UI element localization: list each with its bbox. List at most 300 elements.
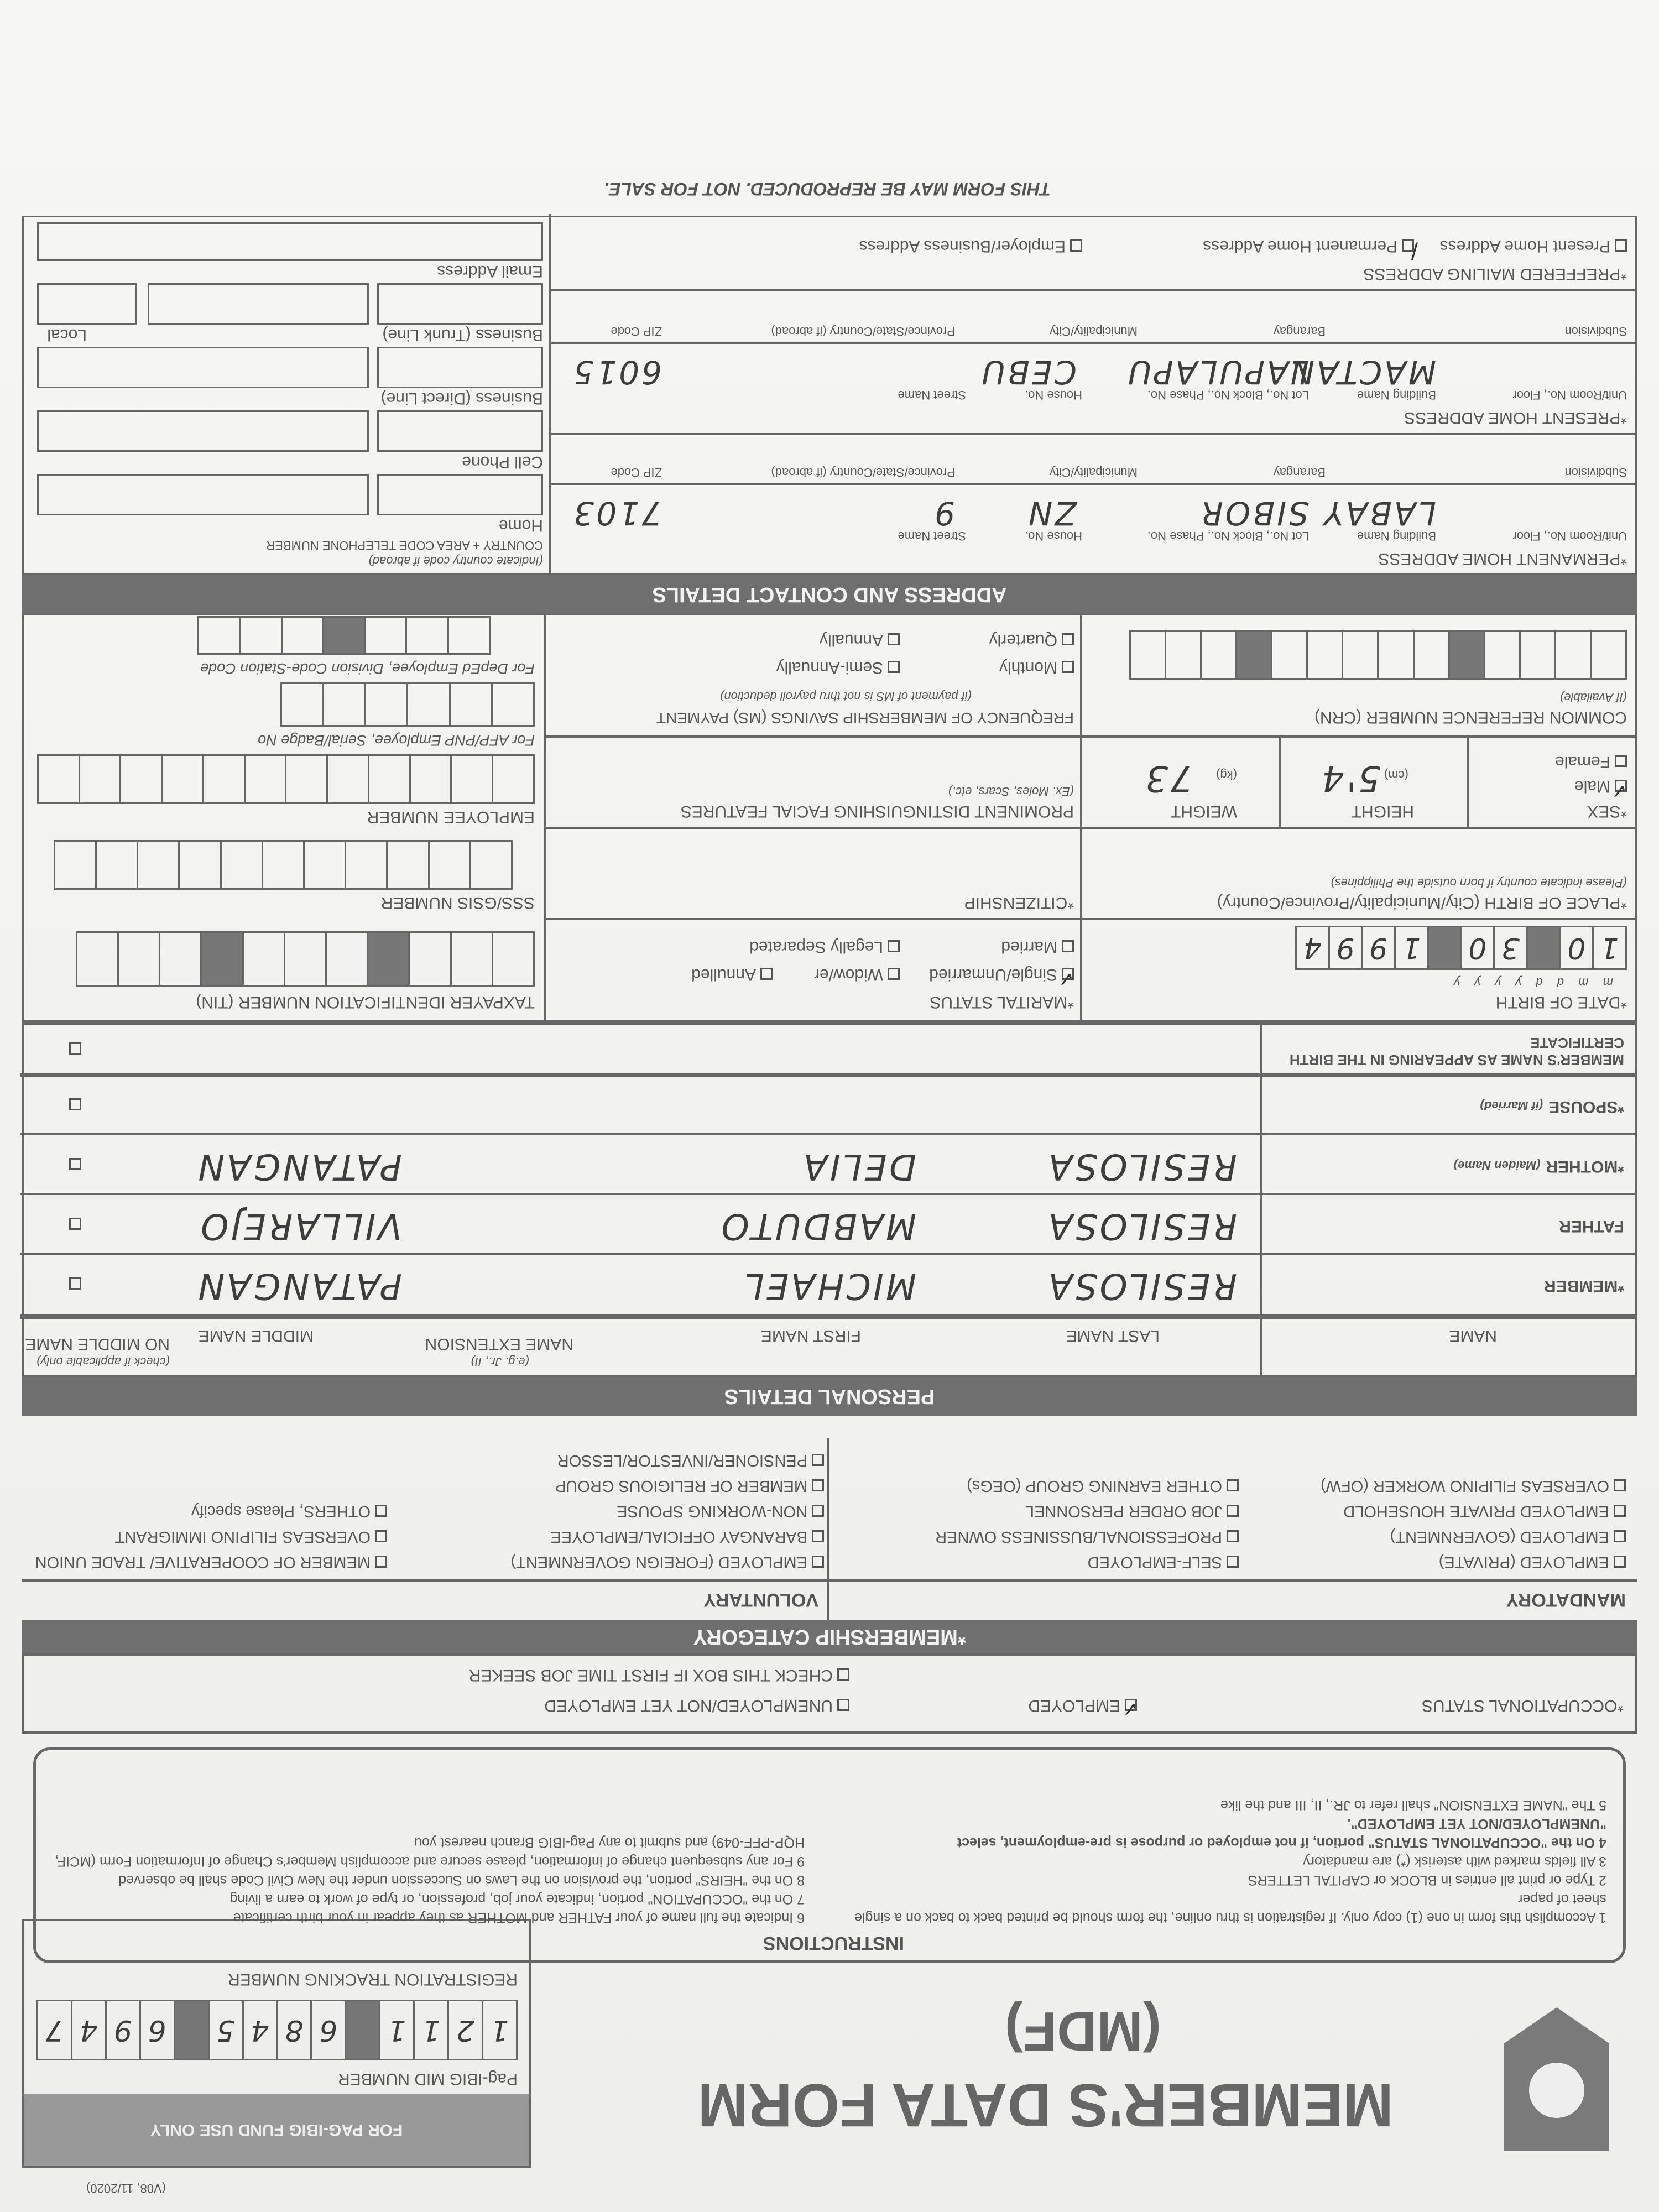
employed-label: EMPLOYED xyxy=(1028,1697,1120,1715)
marital-married-label: Married xyxy=(1001,938,1057,956)
digit-cell xyxy=(492,933,533,985)
no-middle-name-checkbox[interactable] xyxy=(69,1218,81,1230)
height-label: HEIGHT xyxy=(1351,802,1414,821)
phone-header: COUNTRY + AREA CODE TELEPHONE NUMBER xyxy=(266,539,543,552)
digit-cell xyxy=(179,842,220,888)
address-field-label: Municipality/City xyxy=(1050,325,1138,338)
male-label: Male xyxy=(1574,778,1610,796)
membership-option[interactable] xyxy=(1255,1550,1626,1575)
digit-cell xyxy=(428,842,469,888)
digit-cell xyxy=(1377,632,1412,678)
business-direct-label: Business (Direct Line) xyxy=(380,389,543,408)
first-name-header: FIRST NAME xyxy=(760,1327,861,1345)
mid-number-field[interactable] xyxy=(36,2000,518,2060)
instructions-box xyxy=(33,1747,1626,1963)
height-unit: (cm) xyxy=(1384,768,1408,782)
cell-phone-input[interactable] xyxy=(37,410,369,452)
name-row-label xyxy=(1544,1276,1624,1295)
membership-option-label: MEMBER OF RELIGIOUS GROUP xyxy=(555,1477,807,1495)
middle-name-value[interactable]: PATANGAN xyxy=(196,1265,402,1306)
dob-format-hint: m m d d y y y y xyxy=(1448,975,1613,989)
digit-cell xyxy=(405,618,447,653)
freq-monthly[interactable] xyxy=(999,658,1074,677)
digit-cell xyxy=(117,933,159,985)
mailing-present[interactable] xyxy=(1440,237,1627,255)
rtn-label: REGISTRATION TRACKING NUMBER xyxy=(228,1970,518,1989)
female-label: Female xyxy=(1554,753,1610,771)
middle-name-value[interactable]: VILLAREJO xyxy=(199,1206,402,1246)
no-middle-name-checkbox[interactable] xyxy=(69,1158,81,1170)
mandatory-label: MANDATORY xyxy=(1506,1589,1626,1610)
digit-cell xyxy=(120,756,161,802)
address-field-label: House No. xyxy=(1025,388,1082,402)
digit-cell xyxy=(364,618,405,653)
freq-annually[interactable] xyxy=(820,630,900,649)
checkbox-icon[interactable]: ✓ xyxy=(1610,779,1627,802)
height-value[interactable]: 5'4 xyxy=(1319,758,1381,799)
membership-option[interactable] xyxy=(1255,1499,1626,1524)
digit-cell: 9 xyxy=(105,2001,139,2059)
facial-features-label: PROMINENT DISTINGUISHING FACIAL FEATURES xyxy=(680,802,1074,821)
freq-monthly-label: Monthly xyxy=(999,659,1057,677)
direct-area-code-input[interactable] xyxy=(377,347,543,388)
dob-label: *DATE OF BIRTH xyxy=(1495,993,1627,1011)
permanent-address-label: *PERMANENT HOME ADDRESS xyxy=(1378,550,1627,568)
membership-column-3 xyxy=(393,1448,824,1575)
instruction-item: 5 The "NAME EXTENSION" shall refer to JR., II, III and the like xyxy=(1220,1797,1606,1813)
address-field-label: Barangay xyxy=(1273,325,1326,338)
checkbox-icon[interactable] xyxy=(837,1699,849,1711)
sss-field[interactable] xyxy=(54,840,513,890)
digit-cell xyxy=(281,618,322,653)
last-name-value[interactable]: RESILOSA xyxy=(1046,1265,1237,1306)
checkbox-icon[interactable] xyxy=(812,1530,824,1542)
checkbox-icon[interactable] xyxy=(1614,1505,1626,1517)
no-middle-name-checkbox[interactable] xyxy=(69,1098,81,1110)
digit-cell: 8 xyxy=(276,2001,311,2059)
birth-cert-checkbox[interactable] xyxy=(69,1042,81,1055)
dob-field[interactable] xyxy=(1295,926,1627,970)
address-grid xyxy=(22,216,1637,575)
freq-quarterly-label: Quarterly xyxy=(989,631,1057,649)
email-label: Email Address xyxy=(437,262,543,280)
local-label: Local xyxy=(47,326,87,344)
home-phone-label: Home xyxy=(498,517,543,535)
digit-cell: 6 xyxy=(310,2001,345,2059)
checkbox-icon[interactable] xyxy=(1227,1479,1239,1491)
digit-cell xyxy=(449,684,491,725)
digit-cell xyxy=(447,618,489,653)
local-input[interactable] xyxy=(37,283,137,325)
digit-cell xyxy=(1342,632,1377,678)
checkbox-icon[interactable] xyxy=(888,940,900,952)
digit-cell xyxy=(244,756,285,802)
digit-cell xyxy=(284,933,325,985)
membership-option-label: NON-WORKING SPOUSE xyxy=(617,1503,807,1520)
marital-separated-label: Legally Separated xyxy=(749,938,883,956)
row-label-hint: (if Married) xyxy=(1480,1099,1543,1113)
voluntary-label: VOLUNTARY xyxy=(703,1589,818,1610)
address-value[interactable]: CEBU xyxy=(979,353,1077,391)
name-row-label xyxy=(1559,1217,1624,1235)
membership-option[interactable] xyxy=(393,1473,824,1499)
afp-label: For AFP/PNP Employee, Serial/Badge No xyxy=(258,732,535,749)
membership-option[interactable] xyxy=(835,1550,1239,1575)
middle-name-value[interactable]: PATANGAN xyxy=(196,1146,402,1187)
office-use-label: FOR PAG-IBIG FUND USE ONLY xyxy=(24,2094,529,2166)
row-label-text: *MOTHER xyxy=(1546,1157,1624,1176)
checkbox-icon[interactable] xyxy=(888,968,900,980)
digit-cell: 5 xyxy=(208,2001,242,2059)
direct-line-input[interactable] xyxy=(37,347,369,388)
mailing-employer-label: Employer/Business Address xyxy=(859,237,1066,255)
checkbox-icon[interactable]: ✓ xyxy=(1121,1697,1139,1720)
employee-number-label: EMPLOYEE NUMBER xyxy=(367,808,535,826)
last-name-value[interactable]: RESILOSA xyxy=(1046,1206,1237,1246)
membership-option[interactable] xyxy=(835,1473,1239,1499)
address-field-label: Province/State/Country (if abroad) xyxy=(771,325,955,338)
weight-unit: (kg) xyxy=(1216,768,1237,782)
instruction-item: 7 On the "OCCUPATION" portion, indicate your job, profession, or type of work to earn a living xyxy=(229,1891,805,1907)
name-extension-header: NAME EXTENSION xyxy=(425,1335,573,1353)
membership-option-label: OTHERS, Please specify xyxy=(191,1503,371,1520)
personal-details-grid xyxy=(22,614,1637,1023)
digit-cell xyxy=(303,842,345,888)
membership-option-label: SELF-EMPLOYED xyxy=(1087,1553,1222,1571)
trunk-area-code-input[interactable] xyxy=(377,283,543,325)
address-value[interactable]: MACTAN xyxy=(1288,353,1436,391)
tin-field[interactable] xyxy=(76,931,535,987)
address-field-label: Province/State/Country (if abroad) xyxy=(771,466,955,479)
cell-phone-label: Cell Phone xyxy=(462,453,543,471)
digit-cell xyxy=(282,684,322,725)
address-value[interactable]: LABAY xyxy=(1322,494,1436,532)
no-middle-name-header: NO MIDDLE NAME xyxy=(25,1335,170,1353)
marital-single-label: Single/Unmarried xyxy=(929,966,1057,984)
checkbox-icon[interactable] xyxy=(1614,1556,1626,1568)
digit-cell xyxy=(409,756,451,802)
checkbox-icon[interactable] xyxy=(1227,1505,1239,1517)
place-of-birth-label: *PLACE OF BIRTH (City/Municipality/Province/Country) xyxy=(1217,894,1627,912)
ms-frequency-hint: (if payment of MS is not thru payroll deduction) xyxy=(720,690,972,703)
checkbox-icon[interactable] xyxy=(888,661,900,673)
checkbox-icon[interactable] xyxy=(1070,239,1082,252)
checkbox-icon[interactable] xyxy=(1614,1530,1626,1542)
digit-cell xyxy=(469,842,511,888)
occupational-status-section xyxy=(22,1653,1637,1734)
digit-cell: 7 xyxy=(45,2013,64,2047)
pag-ibig-logo-icon xyxy=(1504,2007,1609,2151)
checkbox-icon[interactable] xyxy=(375,1505,387,1517)
address-field-label: Lot No., Block No., Phase No. xyxy=(1147,529,1309,543)
marital-married[interactable] xyxy=(1001,937,1074,956)
no-middle-name-hint: (check if applicable only) xyxy=(36,1355,170,1369)
digit-cell xyxy=(55,842,95,888)
digit-cell xyxy=(451,756,492,802)
digit-cell xyxy=(491,684,533,725)
instruction-item: 1 Accomplish this form in one (1) copy only. If registration is thru online, the form should be printed back to back on a single sheet of paper xyxy=(854,1891,1606,1926)
digit-cell: 4 xyxy=(242,2001,276,2059)
address-field-label: Subdivision xyxy=(1564,325,1627,338)
digit-cell: 1 xyxy=(1592,927,1625,968)
sex-label: *SEX xyxy=(1587,802,1627,821)
digit-cell xyxy=(1448,632,1484,678)
checkbox-icon[interactable] xyxy=(837,1668,849,1681)
membership-option[interactable] xyxy=(393,1448,824,1473)
membership-option[interactable] xyxy=(393,1550,824,1575)
cell-area-code-input[interactable] xyxy=(377,410,543,452)
digit-cell: 4 xyxy=(71,2001,105,2059)
digit-cell: 1 xyxy=(379,2001,413,2059)
checkbox-icon[interactable]: / xyxy=(1402,239,1414,252)
row-label-text: *MEMBER xyxy=(1543,1277,1624,1295)
digit-cell xyxy=(1526,927,1559,968)
form-version: (V08, 11/2020) xyxy=(86,2182,166,2195)
digit-cell xyxy=(492,756,533,802)
digit-cell xyxy=(1200,632,1235,678)
address-value[interactable]: LAPULAPU xyxy=(1126,353,1309,391)
address-field-label: ZIP Code xyxy=(611,325,662,338)
digit-cell: 1 xyxy=(1394,927,1427,968)
digit-cell xyxy=(345,2001,379,2059)
membership-option-label: BARANGAY OFFICIAL/EMPLOYEE xyxy=(550,1528,807,1546)
digit-cell xyxy=(326,756,368,802)
sex-female[interactable] xyxy=(1555,752,1627,771)
membership-option[interactable] xyxy=(28,1524,387,1550)
crn-hint: (If Available) xyxy=(1559,691,1627,705)
place-of-birth-hint: (Please indicate country if born outside the Philippines) xyxy=(1331,876,1627,890)
address-field-label: Subdivision xyxy=(1564,466,1627,479)
digit-cell xyxy=(1484,632,1519,678)
membership-option-label: EMPLOYED (PRIVATE) xyxy=(1438,1553,1609,1571)
checkbox-icon[interactable] xyxy=(375,1556,387,1568)
sss-label: SSS/GSIS NUMBER xyxy=(380,894,535,912)
row-label-hint: (Maiden Name) xyxy=(1453,1159,1541,1172)
trunk-line-input[interactable] xyxy=(148,283,369,325)
membership-option[interactable] xyxy=(835,1524,1239,1550)
digit-cell xyxy=(325,933,367,985)
digit-cell xyxy=(39,756,79,802)
digit-cell: 1 xyxy=(413,2001,447,2059)
digit-cell xyxy=(345,842,386,888)
mailing-permanent[interactable] xyxy=(1203,237,1418,264)
digit-cell xyxy=(239,618,280,653)
membership-option-label: EMPLOYED (GOVERNMENT) xyxy=(1390,1528,1609,1546)
digit-cell xyxy=(322,618,364,653)
crn-field[interactable] xyxy=(1129,630,1627,680)
home-area-code-input[interactable] xyxy=(377,474,543,515)
checkbox-icon[interactable] xyxy=(812,1454,824,1466)
deped-code-field[interactable] xyxy=(197,616,491,655)
no-middle-name-checkbox[interactable] xyxy=(69,1277,81,1290)
email-input[interactable] xyxy=(37,222,543,261)
phone-hint: (Indicate country code if abroad) xyxy=(368,554,543,568)
membership-option[interactable] xyxy=(393,1524,824,1550)
checkbox-icon[interactable] xyxy=(1615,755,1627,767)
weight-label: WEIGHT xyxy=(1171,802,1237,821)
employed-option[interactable] xyxy=(1028,1696,1139,1720)
address-value[interactable]: 9 xyxy=(932,494,955,532)
digit-cell xyxy=(201,933,242,985)
digit-cell: 9 xyxy=(1361,927,1394,968)
address-value[interactable]: ZN xyxy=(1026,494,1077,532)
unemployed-option[interactable] xyxy=(544,1696,849,1715)
checkbox-icon[interactable] xyxy=(812,1556,824,1568)
row-label-text: FATHER xyxy=(1559,1217,1624,1235)
mailing-address-label: *PREFFERED MAILING ADDRESS xyxy=(1363,265,1627,283)
tin-label: TAXPAYER IDENTIFICATION NUMBER (TIN) xyxy=(196,993,535,1011)
checkbox-icon[interactable] xyxy=(888,633,900,645)
membership-option-label: JOB ORDER PERSONNEL xyxy=(1025,1503,1222,1520)
membership-option-label: PENSIONER/INVESTOR/LESSOR xyxy=(557,1452,807,1469)
freq-annually-label: Annually xyxy=(819,631,883,649)
digit-cell xyxy=(1235,632,1271,678)
marital-annulled-label: Annulled xyxy=(691,966,756,984)
checkbox-icon[interactable] xyxy=(1227,1530,1239,1542)
membership-column-2 xyxy=(835,1473,1239,1575)
digit-cell xyxy=(368,756,409,802)
digit-cell xyxy=(322,684,364,725)
address-field-label: House No. xyxy=(1025,529,1082,543)
digit-cell xyxy=(95,842,137,888)
digit-cell xyxy=(159,933,200,985)
checkbox-icon[interactable] xyxy=(812,1479,824,1491)
address-field-label: Street Name xyxy=(898,529,966,543)
footer-note: THIS FORM MAY BE REPRODUCED. NOT FOR SALE. xyxy=(604,179,1051,199)
membership-option-label: OTHER EARNING GROUP (OEGs) xyxy=(967,1477,1222,1495)
digit-cell xyxy=(450,933,492,985)
address-value[interactable]: 6015 xyxy=(571,353,662,391)
membership-option-label: EMPLOYED PRIVATE HOUSEHOLD xyxy=(1343,1503,1609,1520)
digit-cell xyxy=(1165,632,1200,678)
digit-cell xyxy=(220,842,262,888)
address-field-label: ZIP Code xyxy=(611,466,662,479)
digit-cell xyxy=(242,933,284,985)
digit-cell xyxy=(1590,632,1625,678)
membership-column-1 xyxy=(1255,1473,1626,1575)
digit-cell xyxy=(1554,632,1590,678)
checkbox-icon[interactable]: ✓ xyxy=(1057,967,1074,990)
form-subtitle: (MDF) xyxy=(1004,2000,1161,2062)
birth-cert-name-label: MEMBER'S NAME AS APPEARING IN THE BIRTH CERTIFICATE xyxy=(1289,1035,1624,1068)
address-value[interactable]: SIBOR xyxy=(1198,494,1309,532)
membership-option[interactable] xyxy=(393,1499,824,1524)
membership-option[interactable] xyxy=(28,1499,387,1524)
membership-option-label: PROFESSIONAL/BUSSINESS OWNER xyxy=(935,1528,1222,1546)
digit-cell xyxy=(1427,927,1460,968)
personal-details-header: PERSONAL DETAILS xyxy=(22,1377,1637,1416)
address-value[interactable]: 7103 xyxy=(571,494,662,532)
digit-cell xyxy=(386,842,427,888)
checkbox-icon[interactable] xyxy=(1615,239,1627,252)
membership-option[interactable] xyxy=(28,1550,387,1575)
last-name-value[interactable]: RESILOSA xyxy=(1046,1146,1237,1187)
marital-annulled[interactable] xyxy=(691,965,773,984)
marital-separated[interactable] xyxy=(749,937,900,956)
mailing-present-label: Present Home Address xyxy=(1439,237,1610,255)
first-time-label: CHECK THIS BOX IF FIRST TIME JOB SEEKER xyxy=(468,1666,833,1684)
first-name-value[interactable]: MABDUTO xyxy=(719,1206,916,1246)
checkbox-icon[interactable] xyxy=(760,968,773,980)
digit-cell xyxy=(1306,632,1342,678)
checkbox-icon[interactable] xyxy=(1062,633,1074,645)
membership-option-label: OVERSEAS FILIPINO IMMIGRANT xyxy=(114,1528,371,1546)
middle-name-header: MIDDLE NAME xyxy=(198,1327,314,1345)
address-field-label: Street Name xyxy=(898,388,966,402)
name-table xyxy=(22,1023,1637,1377)
checkbox-icon[interactable] xyxy=(1614,1479,1626,1491)
digit-cell: 9 xyxy=(1328,927,1361,968)
digit-cell xyxy=(199,618,239,653)
digit-cell xyxy=(174,2001,208,2059)
home-phone-input[interactable] xyxy=(37,474,369,515)
instructions-title: INSTRUCTIONS xyxy=(763,1933,904,1954)
checkbox-icon[interactable] xyxy=(375,1530,387,1542)
marital-widow[interactable] xyxy=(814,965,900,984)
membership-category-header: *MEMBERSHIP CATEGORY xyxy=(22,1620,1637,1653)
sex-male[interactable] xyxy=(1574,777,1627,802)
digit-cell xyxy=(1413,632,1448,678)
digit-cell: 1 xyxy=(482,2001,516,2059)
membership-option-label: MEMBER OF COOPERATIVE/ TRADE UNION xyxy=(35,1553,371,1571)
ms-frequency-label: FREQUENCY OF MEMBERSHIP SAVINGS (MS) PAYMENT xyxy=(656,709,1074,727)
first-name-value[interactable]: DELIA xyxy=(801,1146,916,1187)
address-field-label: Municipality/City xyxy=(1050,466,1138,479)
badge-number-field[interactable] xyxy=(280,682,535,727)
instructions-right xyxy=(47,1833,805,1927)
instruction-item: 6 Indicate the full name of your FATHER and MOTHER as they appear in your birth certificate xyxy=(233,1910,805,1926)
name-extension-hint: (e.g. Jr., II) xyxy=(471,1355,529,1369)
checkbox-icon[interactable] xyxy=(812,1505,824,1517)
address-field-label: Unit/Room No., Floor xyxy=(1512,388,1627,402)
digit-cell xyxy=(202,756,244,802)
name-row-label xyxy=(1480,1097,1624,1116)
unemployed-label: UNEMPLOYED/NOT YET EMPLOYED xyxy=(544,1697,833,1715)
digit-cell: 6 xyxy=(139,2001,174,2059)
instruction-item: 3 All fields marked with asterisk (*) are mandatory xyxy=(1303,1854,1606,1869)
checkbox-icon[interactable] xyxy=(1062,940,1074,952)
first-time-job-seeker-option[interactable] xyxy=(469,1666,849,1684)
deped-label: For DepEd Employee, Division Code-Station Code xyxy=(200,660,535,677)
digit-cell: 3 xyxy=(1493,927,1526,968)
digit-cell xyxy=(161,756,202,802)
freq-quarterly[interactable] xyxy=(989,630,1074,649)
digit-cell: 0 xyxy=(1460,927,1493,968)
instruction-item: 4 On the "OCCUPATIONAL STATUS" portion, if not employed or purpose is pre-employment, select "UNEMPLOYED/NOT YET EMPLOYED". xyxy=(957,1816,1606,1850)
marital-single[interactable] xyxy=(929,965,1074,990)
mailing-employer[interactable] xyxy=(859,237,1082,255)
freq-semiannual[interactable] xyxy=(776,658,900,677)
first-name-value[interactable]: MICHAEL xyxy=(742,1265,916,1306)
business-trunk-label: Business (Trunk Line) xyxy=(382,326,543,344)
weight-value[interactable]: 73 xyxy=(1143,758,1193,799)
address-field-label: Building Name xyxy=(1357,529,1436,543)
membership-column-4 xyxy=(28,1499,387,1575)
digit-cell xyxy=(77,933,117,985)
membership-option[interactable] xyxy=(835,1499,1239,1524)
digit-cell xyxy=(367,933,408,985)
membership-option[interactable] xyxy=(1255,1524,1626,1550)
instruction-item: 9 For any subsequent change of information, please secure and accomplish Member's Change of Information Form (MCIF, HQP-PFF-049) and submit to any Pag-IBIG Branch nearest you xyxy=(55,1835,805,1869)
checkbox-icon[interactable] xyxy=(1062,661,1074,673)
membership-option[interactable] xyxy=(1255,1473,1626,1499)
digit-cell xyxy=(137,842,178,888)
checkbox-icon[interactable] xyxy=(1227,1556,1239,1568)
employee-number-field[interactable] xyxy=(37,754,535,804)
digit-cell: 0 xyxy=(1559,927,1593,968)
row-label-text: *SPOUSE xyxy=(1548,1098,1624,1116)
membership-option-label: OVERSEAS FILIPINO WORKER (OFW) xyxy=(1320,1477,1609,1495)
